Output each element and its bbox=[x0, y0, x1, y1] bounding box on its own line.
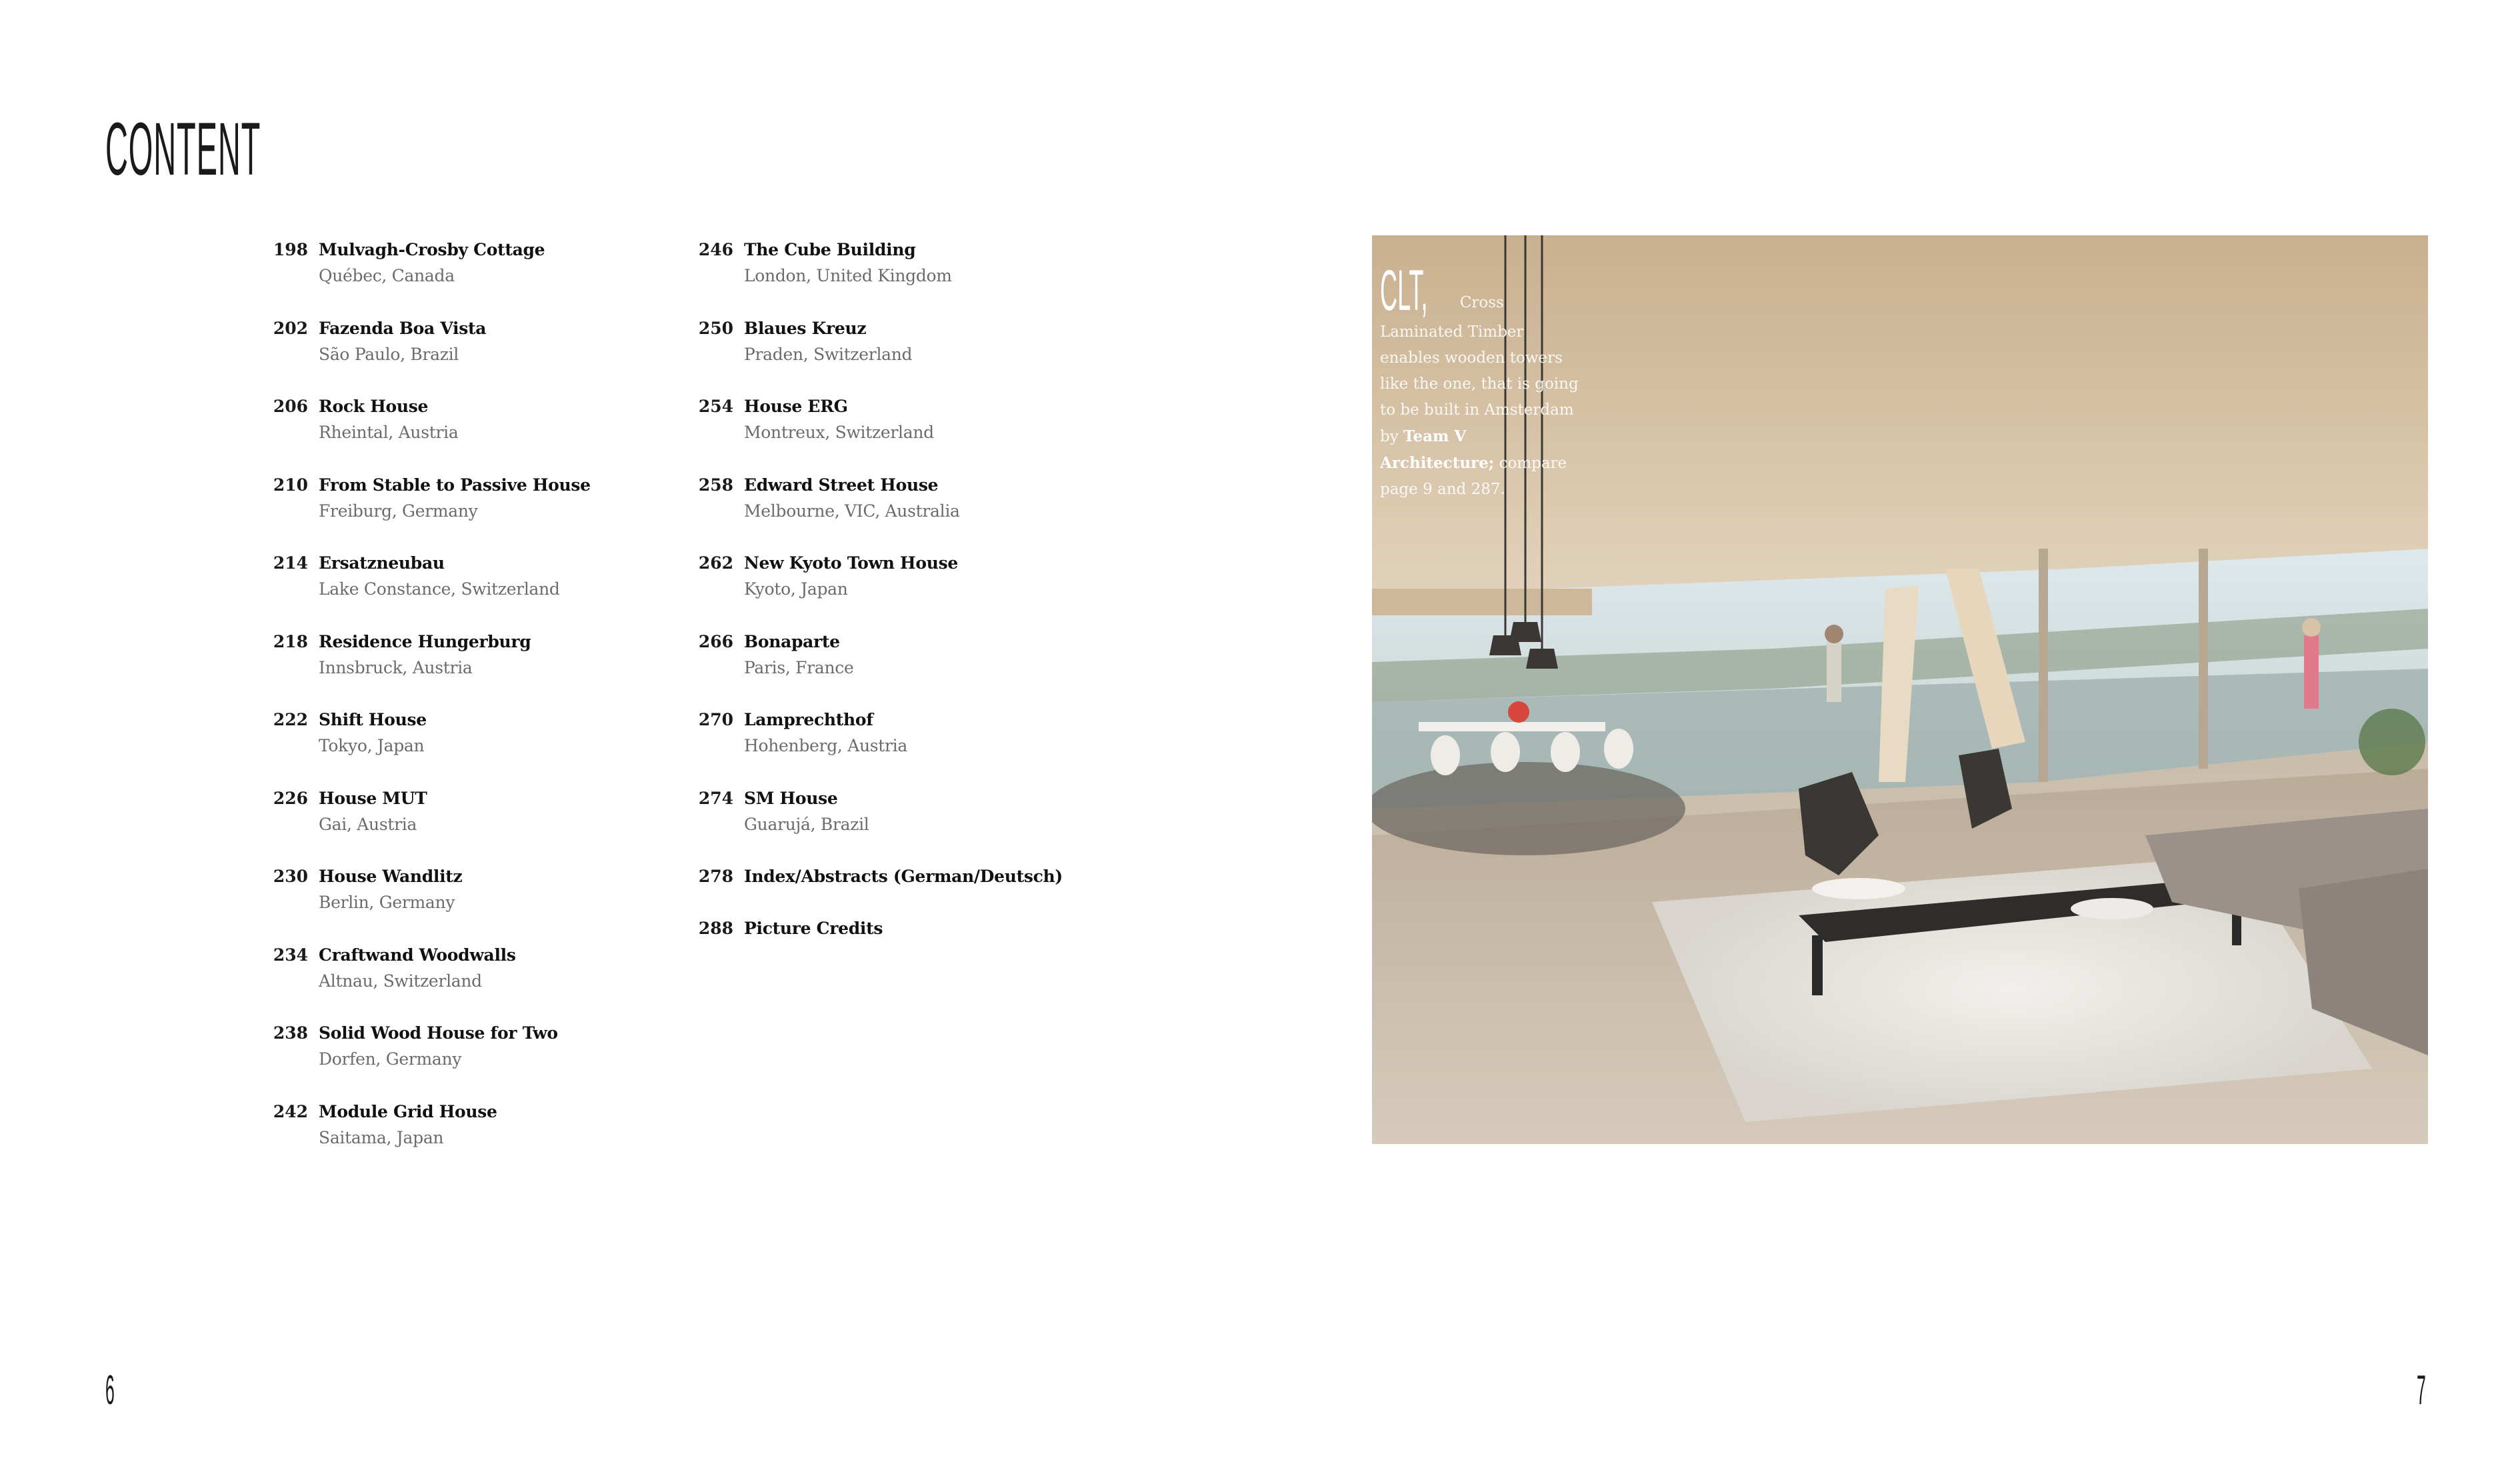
entry-title: Bonaparte bbox=[744, 631, 840, 651]
entry-location: Saitama, Japan bbox=[319, 1127, 444, 1147]
entry-page-number: 234 bbox=[273, 945, 308, 965]
entry-page-number: 258 bbox=[698, 475, 733, 495]
page-title: CONTENT bbox=[105, 107, 261, 191]
entry-location: Praden, Switzerland bbox=[744, 344, 913, 364]
entry-title: Blaues Kreuz bbox=[744, 318, 867, 338]
entry-title: Rock House bbox=[319, 397, 429, 416]
entry-title: Module Grid House bbox=[319, 1101, 497, 1121]
entry-page-number: 202 bbox=[273, 318, 308, 338]
entry-location: Altnau, Switzerland bbox=[319, 971, 482, 991]
caption-reference: compare page 9 and 287. bbox=[1380, 455, 1567, 498]
entry-location: Berlin, Germany bbox=[319, 893, 455, 912]
entry-title: Ersatzneubau bbox=[319, 553, 445, 573]
entry-title: House ERG bbox=[744, 397, 848, 416]
entry-title: The Cube Building bbox=[744, 240, 916, 259]
entry-location: Kyoto, Japan bbox=[744, 579, 848, 599]
entry-location: Hohenberg, Austria bbox=[744, 736, 907, 755]
entry-location: Freiburg, Germany bbox=[319, 501, 478, 521]
entry-location: London, United Kingdom bbox=[744, 266, 952, 285]
entry-page-number: 242 bbox=[273, 1101, 308, 1121]
entry-title: SM House bbox=[744, 788, 838, 808]
entry-location: Québec, Canada bbox=[319, 266, 455, 285]
caption-lead: CLT, bbox=[1380, 259, 1428, 323]
entry-page-number: 206 bbox=[273, 397, 308, 416]
entry-location: São Paulo, Brazil bbox=[319, 344, 459, 364]
entry-page-number: 262 bbox=[698, 553, 733, 573]
entry-page-number: 238 bbox=[273, 1023, 308, 1043]
caption-architect: Team V Architecture; bbox=[1380, 427, 1495, 472]
entry-title: House Wandlitz bbox=[319, 867, 463, 886]
entry-title: Solid Wood House for Two bbox=[319, 1023, 558, 1043]
page-number-left: 6 bbox=[105, 1367, 115, 1413]
entry-page-number: 230 bbox=[273, 867, 308, 886]
entry-page-number: 226 bbox=[273, 788, 308, 808]
photo-caption bbox=[1380, 259, 1580, 503]
entry-title: Edward Street House bbox=[744, 475, 939, 495]
entry-location: Tokyo, Japan bbox=[319, 736, 425, 755]
entry-location: Melbourne, VIC, Australia bbox=[744, 501, 960, 521]
entry-location: Montreux, Switzerland bbox=[744, 423, 934, 442]
entry-title: Craftwand Woodwalls bbox=[319, 945, 516, 965]
entry-page-number: 214 bbox=[273, 553, 308, 573]
entry-title: Residence Hungerburg bbox=[319, 631, 531, 651]
entry-location: Lake Constance, Switzerland bbox=[319, 579, 560, 599]
entry-location: Innsbruck, Austria bbox=[319, 657, 473, 677]
entry-title: Shift House bbox=[319, 710, 427, 729]
entry-title: Index/Abstracts (German/Deutsch) bbox=[744, 867, 1063, 886]
page-number-right: 7 bbox=[2417, 1367, 2426, 1413]
entry-page-number: 246 bbox=[698, 240, 733, 259]
entry-page-number: 270 bbox=[698, 710, 733, 729]
entry-page-number: 250 bbox=[698, 318, 733, 338]
entry-page-number: 274 bbox=[698, 788, 733, 808]
entry-title: New Kyoto Town House bbox=[744, 553, 958, 573]
interior-photo bbox=[1372, 235, 2428, 1144]
entry-title: From Stable to Passive House bbox=[319, 475, 591, 495]
entry-page-number: 266 bbox=[698, 631, 733, 651]
entry-page-number: 254 bbox=[698, 397, 733, 416]
entry-location: Dorfen, Germany bbox=[319, 1049, 462, 1069]
entry-page-number: 210 bbox=[273, 475, 308, 495]
entry-title: Lamprechthof bbox=[744, 710, 873, 729]
entry-title: Picture Credits bbox=[744, 919, 883, 938]
entry-page-number: 288 bbox=[698, 919, 733, 938]
entry-location: Rheintal, Austria bbox=[319, 423, 459, 442]
entry-title: Mulvagh-Crosby Cottage bbox=[319, 240, 545, 259]
entry-page-number: 222 bbox=[273, 710, 308, 729]
entry-location: Paris, France bbox=[744, 657, 854, 677]
caption-text: Cross Laminated Timber enables wooden towers like the one, that is going to be built in Amsterdam by bbox=[1380, 294, 1579, 445]
entry-location: Guarujá, Brazil bbox=[744, 814, 869, 834]
entry-page-number: 198 bbox=[273, 240, 308, 259]
entry-page-number: 218 bbox=[273, 631, 308, 651]
entry-location: Gai, Austria bbox=[319, 814, 417, 834]
entry-page-number: 278 bbox=[698, 867, 733, 886]
entry-title: Fazenda Boa Vista bbox=[319, 318, 487, 338]
entry-title: House MUT bbox=[319, 788, 427, 808]
